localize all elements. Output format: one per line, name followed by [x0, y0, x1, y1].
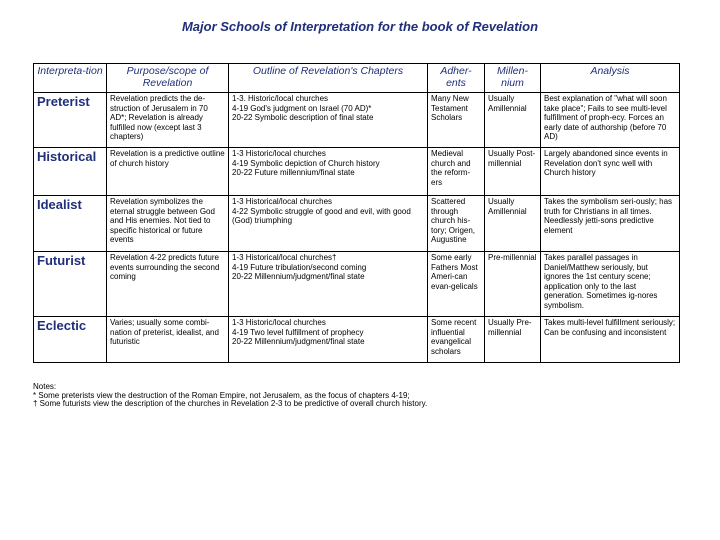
outline-cell [229, 148, 428, 196]
analysis-cell: Takes the symbolism seri-ously; has truth for Christians in all times. Needlessly jetti-sons predictive element [541, 196, 680, 252]
outline-line: 1-3. Historic/local churches 4-19 God's judgment on Israel (70 AD)* 20-22 Symbolic description of final state [232, 94, 374, 123]
column-header-outline: Outline of Revelation's Chapters [229, 64, 428, 93]
purpose-cell: Varies; usually some combi-nation of preterist, idealist, and futuristic [107, 317, 229, 363]
outline-line: 1-3 Historical/local churches† 4-19 Future tribulation/second coming 20-22 Millennium/judgment/final state [232, 253, 367, 282]
table-row [34, 196, 680, 252]
interpretation-table [33, 63, 680, 363]
table-row [34, 93, 680, 148]
column-header-interpretation: Interpreta-tion [34, 64, 107, 93]
column-header-purpose: Purpose/scope of Revelation [107, 64, 229, 93]
outline-cell [229, 196, 428, 252]
note-futurist: † Some futurists view the description of the churches in Revelation 2-3 to be predictive of overall church history. [33, 399, 428, 409]
analysis-cell: Largely abandoned since events in Revelation don't sync well with Church history [541, 148, 680, 196]
school-name: Idealist [34, 196, 107, 252]
school-name: Futurist [34, 252, 107, 317]
purpose-cell: Revelation is a predictive outline of church history [107, 148, 229, 196]
outline-cell [229, 317, 428, 363]
column-header-millennium: Millen-nium [485, 64, 541, 93]
analysis-cell: Best explanation of "what will soon take place"; Fails to see multi-level fulfillment of proph-ecy. Forces an early date of authorship (before 70 AD) [541, 93, 680, 148]
table-header-row [34, 64, 680, 93]
table-row [34, 252, 680, 317]
adherents-cell: Some early Fathers Most Ameri-can evan-gelicals [428, 252, 485, 317]
millennium-cell: Usually Post-millennial [485, 148, 541, 196]
millennium-cell: Usually Amillennial [485, 93, 541, 148]
millennium-cell: Usually Pre-millennial [485, 317, 541, 363]
adherents-cell: Medieval church and the reform-ers [428, 148, 485, 196]
outline-line: 1-3 Historic/local churches 4-19 Two level fulfillment of prophecy 20-22 Millennium/judgment/final state [232, 318, 365, 347]
outline-cell [229, 252, 428, 317]
analysis-cell: Takes parallel passages in Daniel/Matthew seriously, but ignores the 1st century scene; application only to the last generation. Sometimes ig-nores symbolism. [541, 252, 680, 317]
page-title: Major Schools of Interpretation for the book of Revelation [181, 19, 539, 34]
millennium-cell: Usually Amillennial [485, 196, 541, 252]
adherents-cell: Many New Testament Scholars [428, 93, 485, 148]
outline-line: 1-3 Historic/local churches 4-19 Symbolic depiction of Church history 20-22 Future millennium/final state [232, 149, 380, 178]
school-name: Preterist [34, 93, 107, 148]
school-name: Historical [34, 148, 107, 196]
purpose-cell: Revelation 4-22 predicts future events surrounding the second coming [107, 252, 229, 317]
column-header-adherents: Adher-ents [428, 64, 485, 93]
purpose-cell: Revelation predicts the de-struction of Jerusalem in 70 AD*; Revelation is already fulfilled now (except last 3 chapters) [107, 93, 229, 148]
purpose-cell: Revelation symbolizes the eternal struggle between God and His enemies. Not tied to specific historical or future events [107, 196, 229, 252]
adherents-cell: Scattered through church his-tory; Origen, Augustine [428, 196, 485, 252]
table-row [34, 148, 680, 196]
note-preterist: * Some preterists view the destruction of the Roman Empire, not Jerusalem, as the focus of chapters 4-19; [33, 390, 410, 400]
notes-section [33, 383, 693, 409]
notes-heading: Notes: [33, 382, 57, 391]
millennium-cell: Pre-millennial [485, 252, 541, 317]
outline-cell [229, 93, 428, 148]
analysis-cell: Takes multi-level fulfillment seriously; Can be confusing and inconsistent [541, 317, 680, 363]
table-row [34, 317, 680, 363]
school-name: Eclectic [34, 317, 107, 363]
adherents-cell: Some recent influential evangelical scholars [428, 317, 485, 363]
column-header-analysis: Analysis [541, 64, 680, 93]
outline-line: 1-3 Historical/local churches 4-22 Symbolic struggle of good and evil, with good (God) triumphing [232, 197, 411, 226]
